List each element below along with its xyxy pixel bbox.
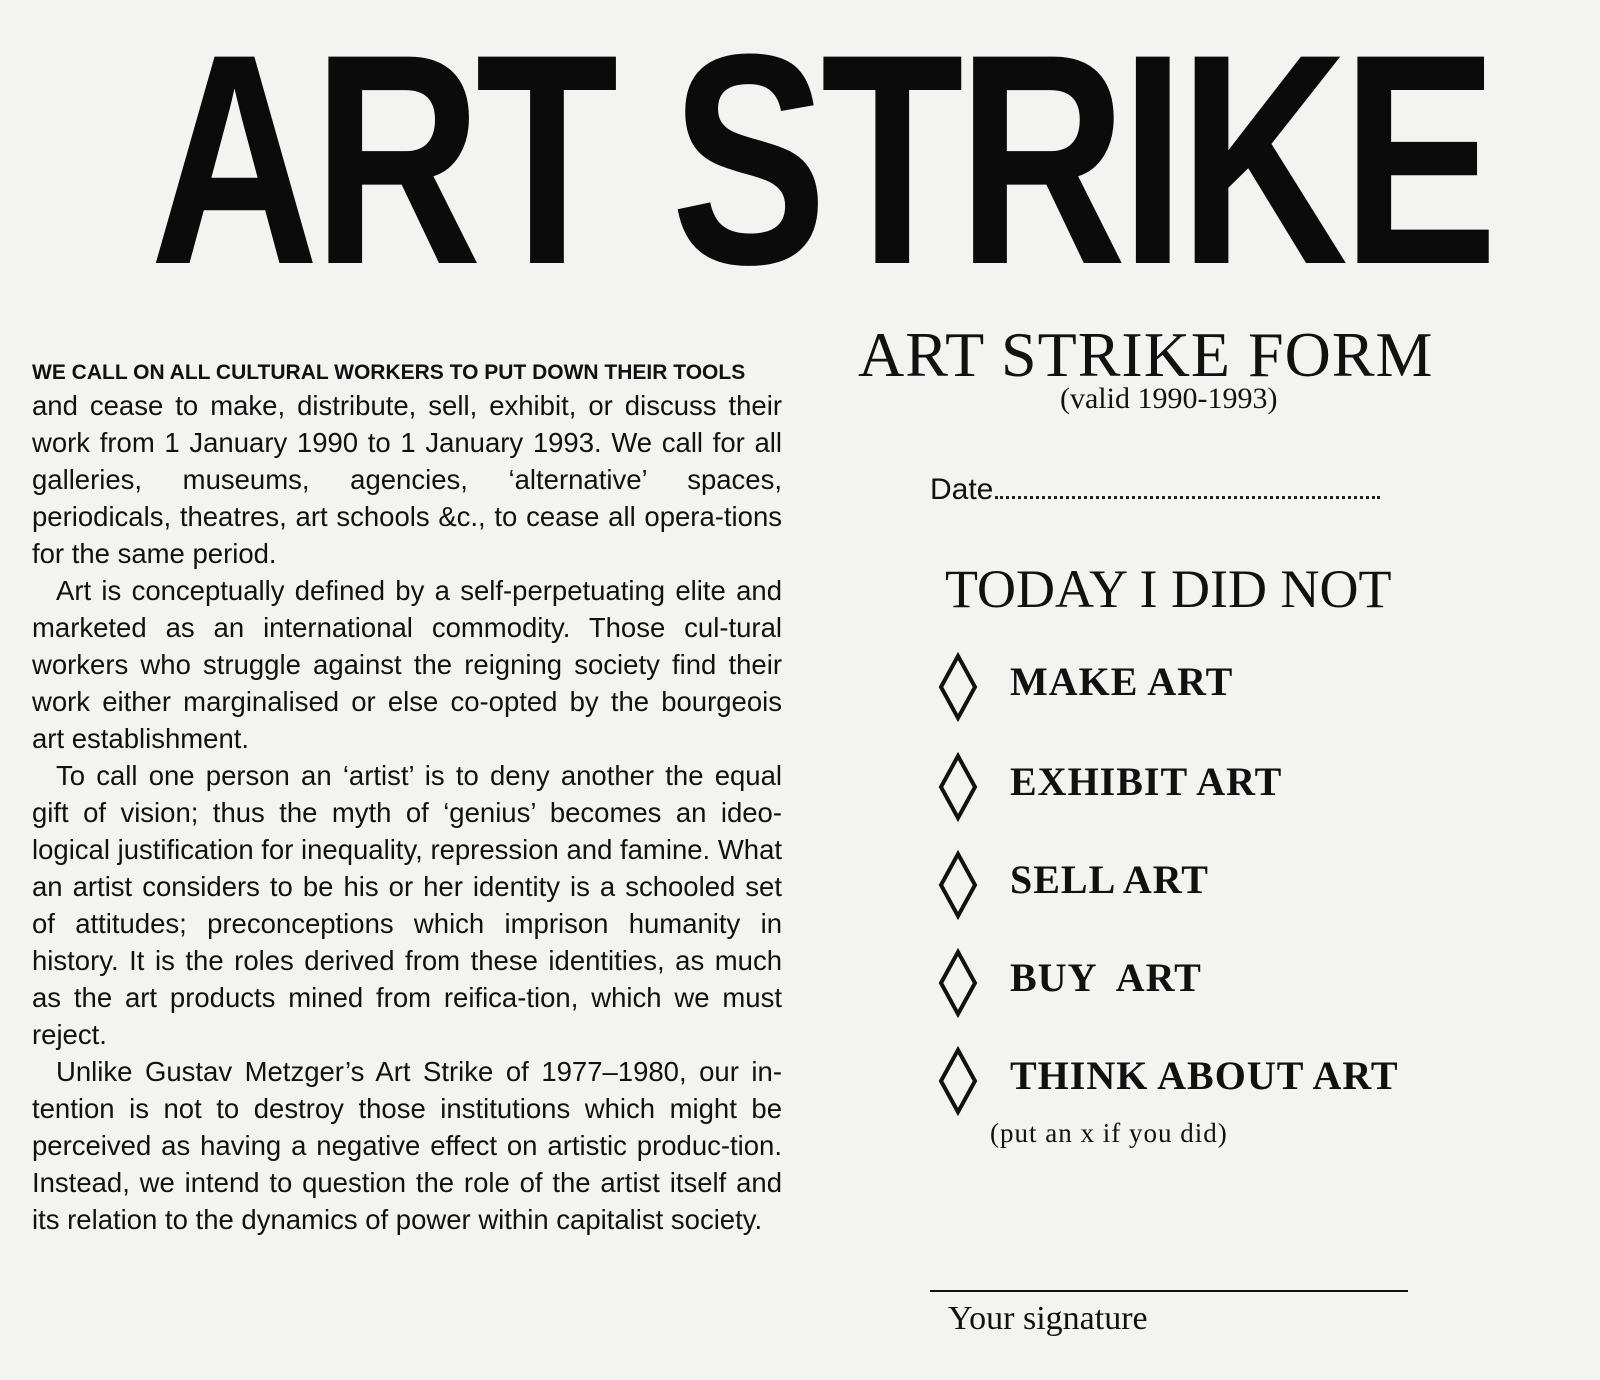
signature-label: Your signature (948, 1300, 1148, 1337)
option-sell-art[interactable] (938, 850, 1578, 920)
option-label: THINK ABOUT ART (1010, 1053, 1399, 1098)
headline: ART STRIKE (150, 0, 1492, 327)
diamond-checkbox-icon[interactable] (938, 1046, 978, 1116)
option-exhibit-art[interactable] (938, 752, 1578, 822)
signature-line[interactable] (930, 1290, 1408, 1292)
strike-form (800, 300, 1580, 1360)
manifesto-paragraph: and cease to make, distribute, sell, exhibit, or discuss their work from 1 January 1990 to 1 January 1993. We call for all galleries, museums, agencies, ‘alternative’ spaces, periodicals, theatres, art schools &c., to cease all opera-tions for the same period. (32, 390, 782, 569)
option-make-art[interactable] (938, 652, 1578, 722)
manifesto-column (32, 361, 782, 1238)
form-instruction: (put an x if you did) (990, 1118, 1228, 1148)
option-buy-art[interactable] (938, 948, 1578, 1018)
manifesto-paragraph: To call one person an ‘artist’ is to deny another the equal gift of vision; thus the myth of ‘genius’ becomes an ideo-logical justification for inequality, repression and famine. What an artist considers to be his or her identity is a schooled set of attitudes; preconceptions which imprison humanity in history. It is the roles derived from these identities, as much as the art products mined from reifica-tion, which we must reject. (32, 760, 783, 1050)
date-label: Date (930, 473, 994, 506)
option-think-about-art[interactable] (938, 1046, 1578, 1116)
date-dotted-line[interactable] (995, 470, 1380, 499)
diamond-checkbox-icon[interactable] (938, 652, 978, 722)
option-label: MAKE ART (1010, 659, 1234, 704)
form-validity: (valid 1990-1993) (1060, 382, 1278, 415)
diamond-checkbox-icon[interactable] (938, 850, 978, 920)
option-label: EXHIBIT ART (1010, 759, 1283, 804)
manifesto-paragraph: Art is conceptually defined by a self-perpetuating elite and marketed as an international commodity. Those cul-tural workers who struggle against the reigning society find their work either marginalised or else co-opted by the bourgeois art establishment. (32, 575, 782, 754)
option-label: SELL ART (1010, 857, 1209, 902)
diamond-checkbox-icon[interactable] (938, 752, 978, 822)
manifesto-lead: WE CALL ON ALL CULTURAL WORKERS TO PUT DOWN THEIR TOOLS (32, 361, 746, 384)
diamond-checkbox-icon[interactable] (938, 948, 978, 1018)
manifesto-paragraph: Unlike Gustav Metzger’s Art Strike of 1977–1980, our in-tention is not to destroy those institutions which might be perceived as having a negative effect on artistic produc-tion. Instead, we intend to question the role of the artist itself and its relation to the dynamics of power within capitalist society. (32, 1056, 782, 1235)
form-title: ART STRIKE FORM (858, 319, 1434, 390)
date-field[interactable] (930, 470, 1380, 507)
form-heading: TODAY I DID NOT (945, 559, 1392, 619)
option-label: BUY ART (1010, 955, 1202, 1000)
